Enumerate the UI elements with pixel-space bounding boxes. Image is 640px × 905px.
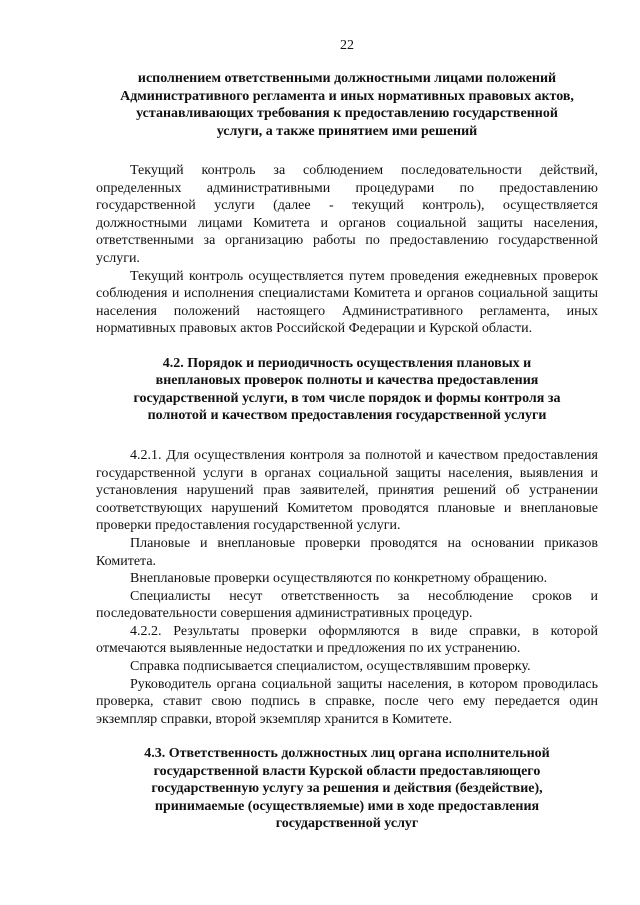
heading-line: 4.2. Порядок и периодичность осуществления плановых и	[162, 355, 532, 371]
heading-line: услуги, а также принятием ими решений	[216, 123, 478, 139]
paragraph: Плановые и внеплановые проверки проводятся на основании приказов Комитета.	[96, 535, 598, 569]
paragraph: Текущий контроль осуществляется путем проведения ежедневных проверок соблюдения и исполнения специалистами Комитета и органов социальной защиты населения положений настоящего Административного регламента, иных нормативных правовых актов Российской Федерации и Курской области.	[96, 268, 598, 337]
spacer	[96, 728, 598, 745]
spacer	[96, 140, 598, 162]
heading-line: полнотой и качеством предоставления государственной услуги	[147, 408, 547, 424]
heading-section-4-3	[96, 745, 598, 833]
paragraph: 4.2.1. Для осуществления контроля за полнотой и качеством предоставления государственной услуги в органах социальной защиты населения, выявления и установления нарушений прав заявителей, принятия решений об устранении соответствующих нарушений Комитетом проводятся плановые и внеплановые проверки предоставления государственной услуги.	[96, 447, 598, 534]
paragraph: Внеплановые проверки осуществляются по конкретному обращению.	[130, 571, 548, 587]
heading-line: государственной власти Курской области предоставляющего	[153, 763, 541, 779]
heading-line: государственную услугу за решения и действия (бездействие),	[151, 781, 543, 797]
paragraph: Специалисты несут ответственность за несоблюдение сроков и последовательности совершения административных процедур.	[96, 588, 598, 622]
heading-line: государственной услуги, в том числе порядок и формы контроля за	[133, 390, 561, 406]
paragraph: Руководитель органа социальной защиты населения, в котором проводилась проверка, ставит свою подпись в справке, после чего ему передается один экземпляр справки, второй экземпляр хранится в Комитете.	[96, 676, 598, 727]
heading-line: Административного регламента и иных нормативных правовых актов,	[120, 88, 574, 104]
spacer	[96, 338, 598, 355]
paragraph: Текущий контроль за соблюдением последовательности действий, определенных административными процедурами по предоставлению государственной услуги (далее - текущий контроль), осуществляется должностными лицами Комитета и органов социальной защиты населения, ответственными за организацию работы по предоставлению государственной услуги.	[96, 163, 598, 266]
page-number: 22	[340, 38, 354, 53]
heading-line: устанавливающих требования к предоставлению государственной	[136, 106, 558, 121]
spacer	[96, 425, 598, 447]
heading-top	[96, 70, 598, 140]
heading-line: принимаемые (осуществляемые) ими в ходе предоставления	[154, 798, 540, 814]
heading-section-4-2	[96, 355, 598, 425]
paragraph: 4.2.2. Результаты проверки оформляются в виде справки, в которой отмечаются выявленные недостатки и предложения по их устранению.	[96, 623, 598, 657]
paragraph: Справка подписывается специалистом, осуществлявшим проверку.	[130, 659, 531, 675]
heading-line: государственной услуг	[275, 816, 419, 832]
heading-line: 4.3. Ответственность должностных лиц органа исполнительной	[144, 746, 550, 762]
heading-line: внеплановых проверок полноты и качества предоставления	[155, 373, 539, 389]
heading-line: исполнением ответственными должностными лицами положений	[137, 71, 557, 86]
